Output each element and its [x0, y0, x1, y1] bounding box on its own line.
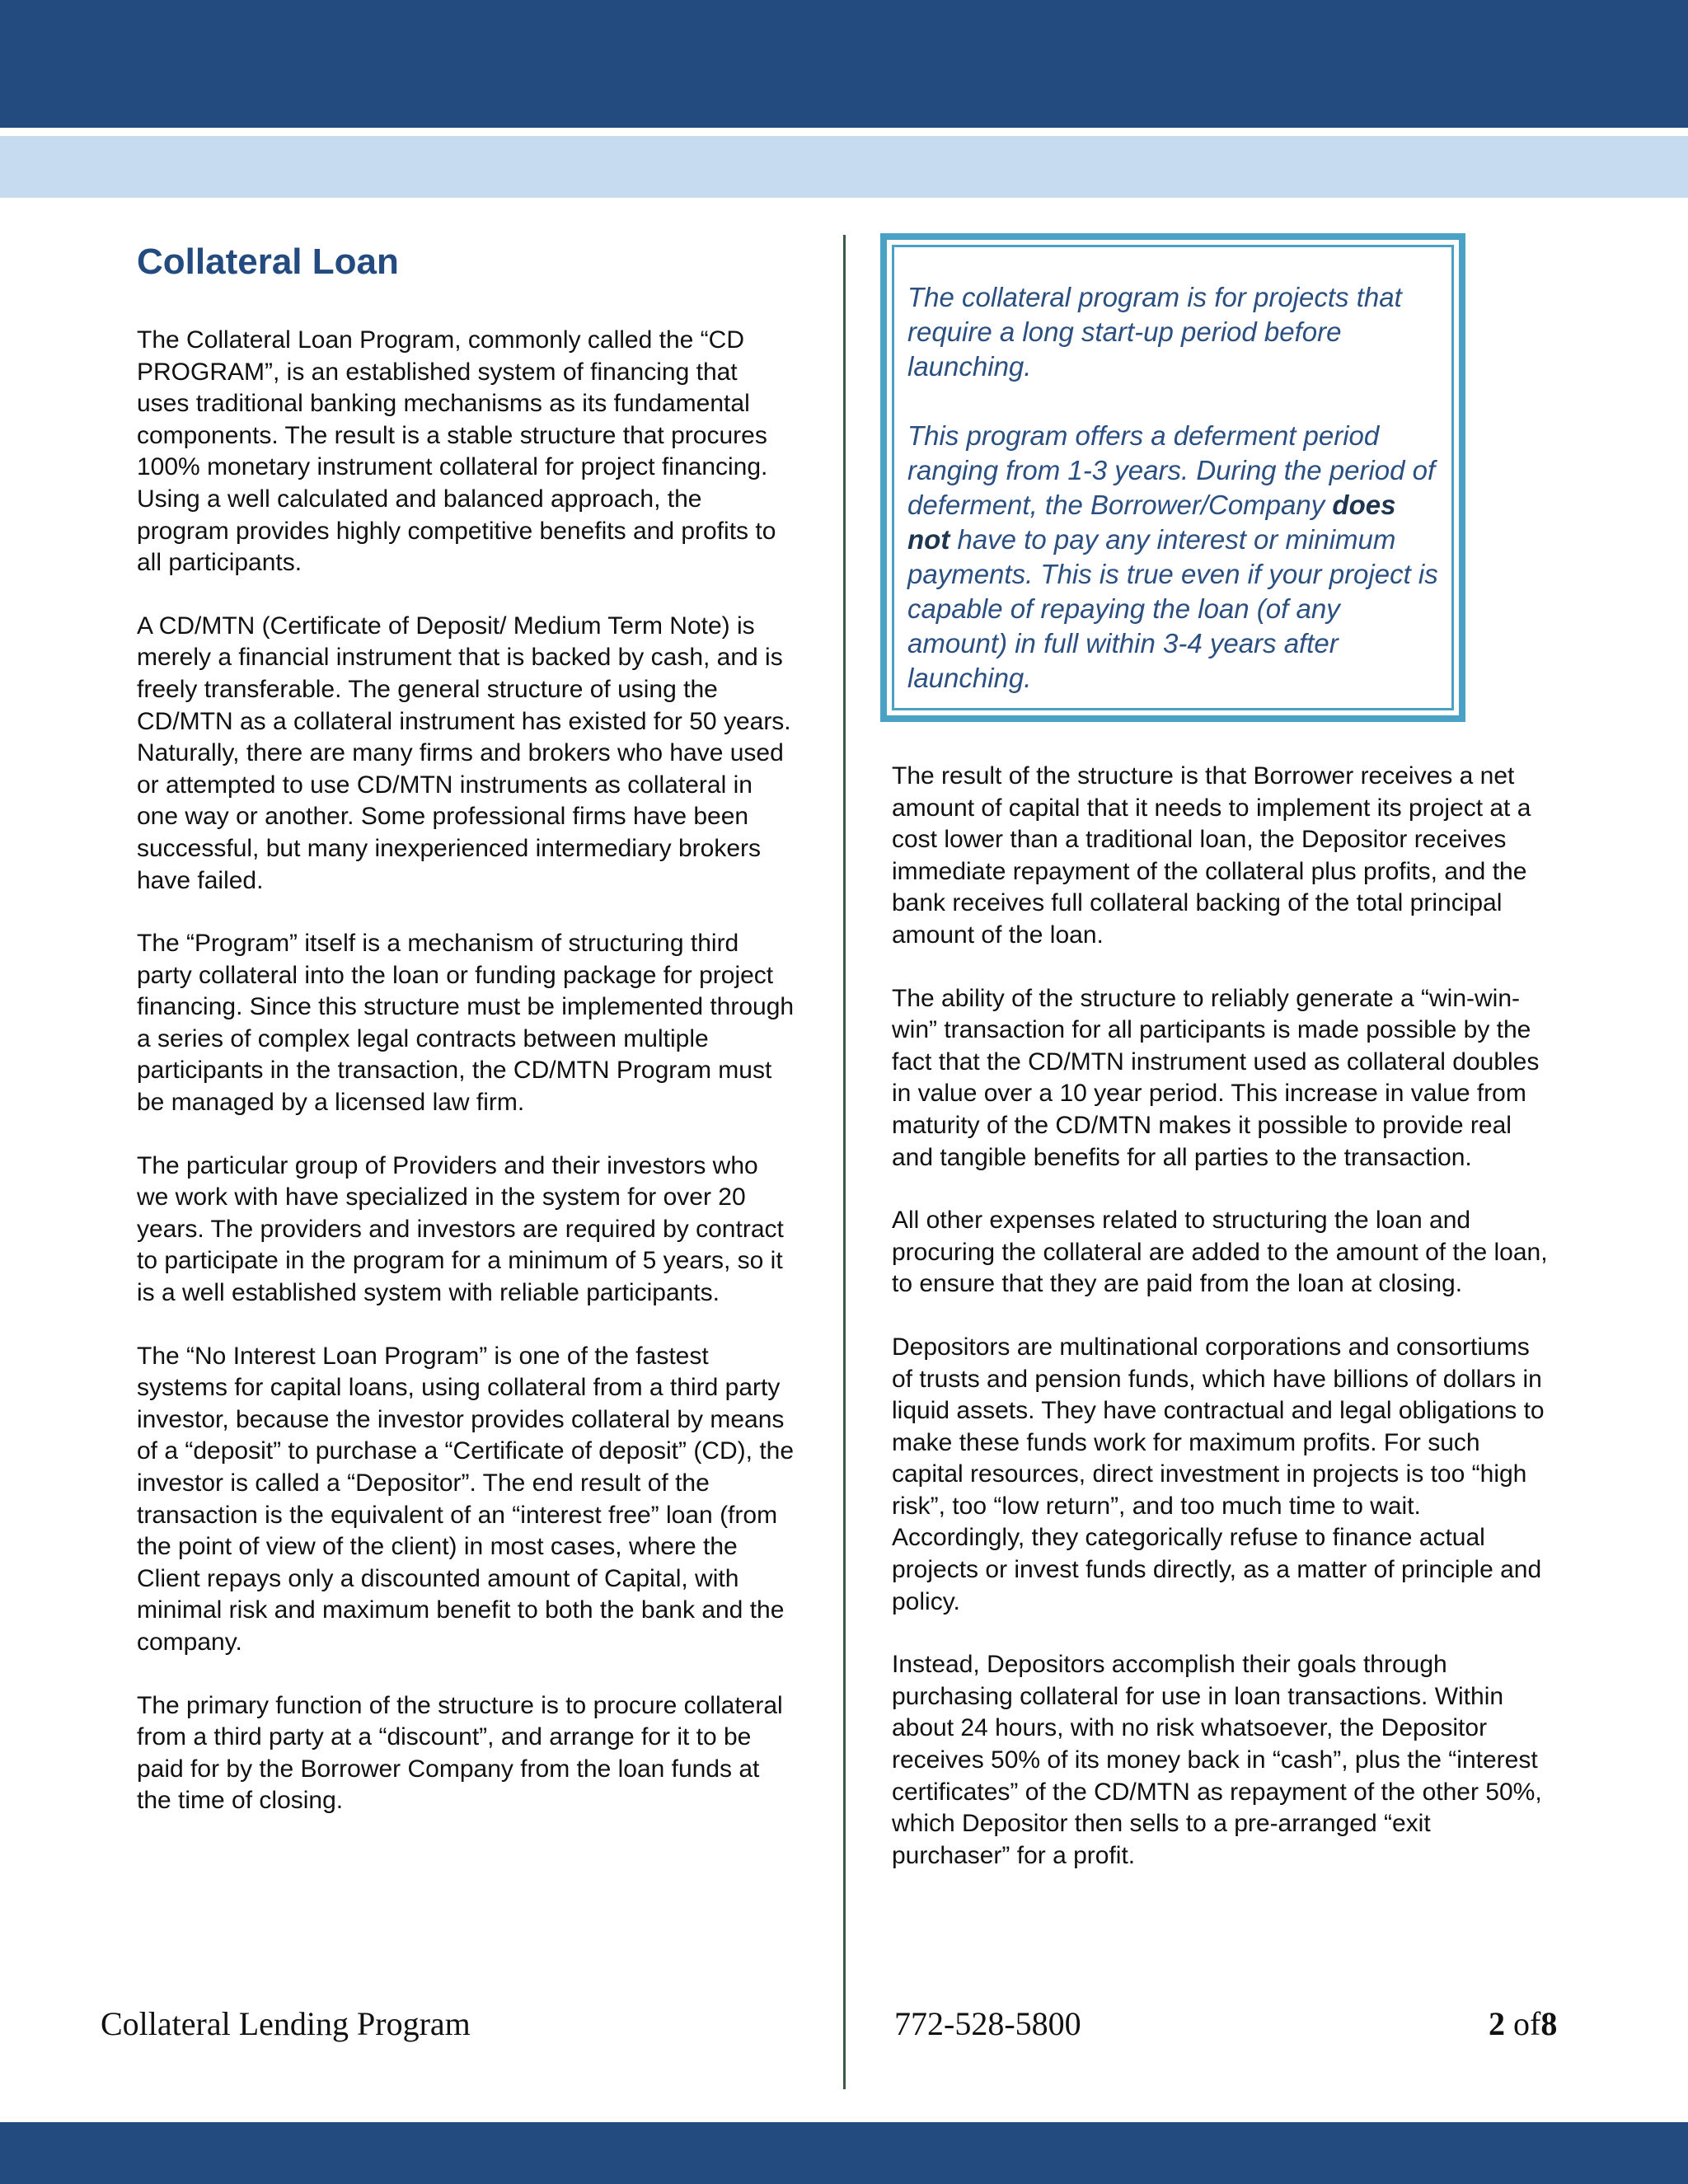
callout-text-end: have to pay any interest or minimum payments. This is true even if your project is capable of repaying the loan (of any amount) in full within 3-4 years after launching. — [907, 524, 1438, 693]
left-column — [137, 239, 796, 1849]
left-paragraph-6: The primary function of the structure is to procure collateral from a third party at a “discount”, and arrange for it to be paid for by the Borrower Company from the loan funds at the time of closing. — [137, 1691, 783, 1815]
left-paragraph-4: The particular group of Providers and their investors who we work with have specialized in the system for over 20 years. The providers and investors are required by contract to participate in the program for a minimum of 5 years, so it is a well established system with reliable participants. — [137, 1151, 784, 1307]
right-paragraph-4: Depositors are multinational corporations and consortiums of trusts and pension funds, which have billions of dollars in liquid assets. They have contractual and legal obligations to make these funds work for maximum profits. For such capital resources, direct investment in projects is too “high risk”, too “low return”, and too much time to wait. Accordingly, they categorically refuse to finance actual projects or invest funds directly, as a matter of principle and policy. — [892, 1333, 1545, 1615]
left-paragraph-5: The “No Interest Loan Program” is one of the fastest systems for capital loans, using collateral from a third party investor, because the investor provides collateral by means of a “deposit” to purchase a “Certificate of deposit” (CD), the investor is called a “Depositor”. The end result of the transaction is the equivalent of an “interest free” loan (from the point of view of the client) in most cases, where the Client repays only a discounted amount of Capital, with minimal risk and maximum benefit to both the bank and the company. — [137, 1342, 795, 1656]
footer-program-name: Collateral Lending Program — [101, 2005, 471, 2042]
right-column — [892, 761, 1551, 1903]
left-paragraph-1: The Collateral Loan Program, commonly called the “CD PROGRAM”, is an established system of financing that uses traditional banking mechanisms as its fundamental components. The result is a stable structure that procures 100% monetary instrument collateral for project financing. Using a well calculated and balanced approach, the program provides highly competitive benefits and profits to all participants. — [137, 326, 776, 577]
page-title: Collateral Loan — [137, 241, 399, 282]
left-paragraph-3: The “Program” itself is a mechanism of structuring third party collateral into the loan or funding package for project financing. Since this structure must be implemented through a series of complex legal contracts between multiple participants in the transaction, the CD/MTN Program must be managed by a licensed law firm. — [137, 930, 795, 1117]
footer-phone: 772-528-5800 — [894, 2005, 1081, 2042]
callout-box — [880, 233, 1465, 722]
callout-text-start: This program offers a deferment period ranging from 1-3 years. During the period of deferment, the Borrower/Company — [907, 420, 1436, 520]
page-total: 8 — [1540, 2005, 1558, 2042]
callout-emphasis: does not — [907, 490, 1396, 555]
page-of: of — [1513, 2005, 1541, 2042]
right-paragraph-2: The ability of the structure to reliably generate a “win-win-win” transaction for all participants is made possible by the fact that the CD/MTN instrument used as collateral doubles in value over a 10 year period. This increase in value from maturity of the CD/MTN makes it possible to provide real and tangible benefits for all parties to the transaction. — [892, 984, 1540, 1171]
left-paragraph-2: A CD/MTN (Certificate of Deposit/ Medium Term Note) is merely a financial instrument that is backed by cash, and is freely transferable. The general structure of using the CD/MTN as a collateral instrument has existed for 50 years. Naturally, there are many firms and brokers who have used or attempted to use CD/MTN instruments as collateral in one way or another. Some professional firms have been successful, but many inexperienced intermediary brokers have failed. — [137, 612, 791, 894]
footer-bar — [0, 2122, 1688, 2184]
header-bar — [0, 0, 1688, 128]
callout-paragraph-1: The collateral program is for projects that require a long start-up period before launching. — [907, 282, 1402, 382]
callout-paragraph-2 — [907, 419, 1440, 696]
column-divider — [843, 235, 846, 2089]
right-paragraph-3: All other expenses related to structuring the loan and procuring the collateral are added to the amount of the loan, to ensure that they are paid from the loan at closing. — [892, 1207, 1548, 1298]
right-paragraph-1: The result of the structure is that Borrower receives a net amount of capital that it needs to implement its project at a cost lower than a traditional loan, the Depositor receives immediate repayment of the collateral plus profits, and the bank receives full collateral backing of the total principal amount of the loan. — [892, 762, 1531, 949]
page-number — [1489, 2004, 1557, 2043]
right-paragraph-5: Instead, Depositors accomplish their goals through purchasing collateral for use in loan transactions. Within about 24 hours, with no risk whatsoever, the Depositor receives 50% of its money back in “cash”, plus the “interest certificates” of the CD/MTN as repayment of the other 50%, which Depositor then sells to a pre-arranged “exit purchaser” for a profit. — [892, 1651, 1542, 1869]
page-current: 2 — [1489, 2005, 1505, 2042]
header-band — [0, 136, 1688, 198]
callout-inner-frame — [892, 245, 1454, 710]
